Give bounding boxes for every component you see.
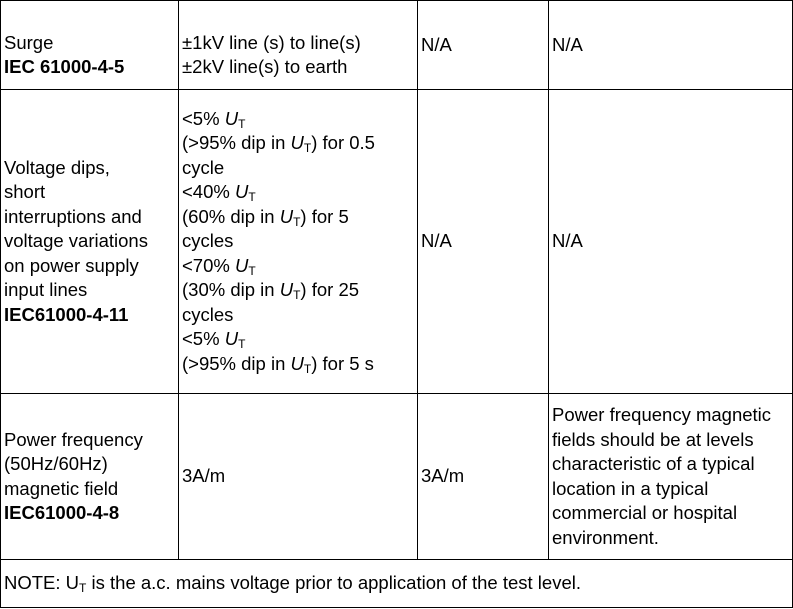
test-level-line: cycles (182, 303, 234, 325)
standard-label: IEC61000-4-8 (4, 502, 120, 523)
test-level-cell (179, 394, 418, 560)
compliance-level: N/A (421, 230, 452, 252)
guidance-cell (549, 1, 793, 90)
phenomenon-cell (1, 90, 179, 394)
compliance-level-cell (418, 90, 549, 394)
test-level-line: (>95% dip in $U_T$) for 0.5 (182, 132, 375, 156)
phenomenon-label: short (4, 181, 46, 203)
test-level-line: <5% $U_T$ (182, 328, 246, 352)
guidance-text: N/A (552, 230, 583, 252)
standard-label: IEC61000-4-11 (4, 303, 129, 325)
test-level-line: 3A/m (182, 465, 226, 487)
compliance-level: 3A/m (421, 465, 465, 487)
test-level-line: ±2kV line(s) to earth (182, 56, 348, 77)
test-level-line: (30% dip in $U_T$) for 25 (182, 279, 360, 303)
test-level-cell (179, 1, 418, 90)
phenomenon-label: Voltage dips, (4, 156, 110, 178)
phenomenon-label: voltage variations (4, 230, 148, 252)
phenomenon-label: (50Hz/60Hz) (4, 453, 108, 474)
phenomenon-label: magnetic field (4, 477, 119, 499)
guidance-cell (549, 394, 793, 560)
guidance-text: Power frequency magnetic fields should be at levels characteristic of a typical location in a typical commercial or hospital environment. (552, 404, 772, 548)
test-level-line: <40% $U_T$ (182, 181, 256, 205)
phenomenon-label: input lines (4, 279, 88, 301)
test-level-line: (>95% dip in $U_T$) for 5 s (182, 352, 374, 376)
compliance-level: N/A (421, 33, 452, 55)
phenomenon-label: interruptions and (4, 205, 142, 227)
phenomenon-label: on power supply (4, 254, 139, 276)
phenomenon-label: Power frequency (4, 428, 143, 450)
table-row-magnetic-field (1, 394, 793, 560)
compliance-level-cell (418, 1, 549, 90)
table-row-surge (1, 1, 793, 90)
phenomenon-cell (1, 1, 179, 90)
guidance-text: N/A (552, 33, 583, 55)
note-cell (1, 560, 793, 608)
phenomenon-label: Surge (4, 31, 54, 53)
test-level-line: (60% dip in $U_T$) for 5 (182, 205, 349, 229)
test-level-line: <5% $U_T$ (182, 107, 246, 131)
test-level-line: ±1kV line (s) to line(s) (182, 31, 361, 53)
compliance-level-cell (418, 394, 549, 560)
test-level-cell (179, 90, 418, 394)
standard-label: IEC 61000-4-5 (4, 56, 125, 77)
guidance-cell (549, 90, 793, 394)
test-level-line: cycles (182, 230, 234, 252)
test-level-line: cycle (182, 156, 225, 178)
note-text: NOTE: $U_T$ is the a.c. mains voltage prior to application of the test level. (4, 572, 581, 596)
table-row-voltage-dips (1, 90, 793, 394)
test-level-line: <70% $U_T$ (182, 254, 256, 278)
table-row-note (1, 560, 793, 608)
phenomenon-cell (1, 394, 179, 560)
